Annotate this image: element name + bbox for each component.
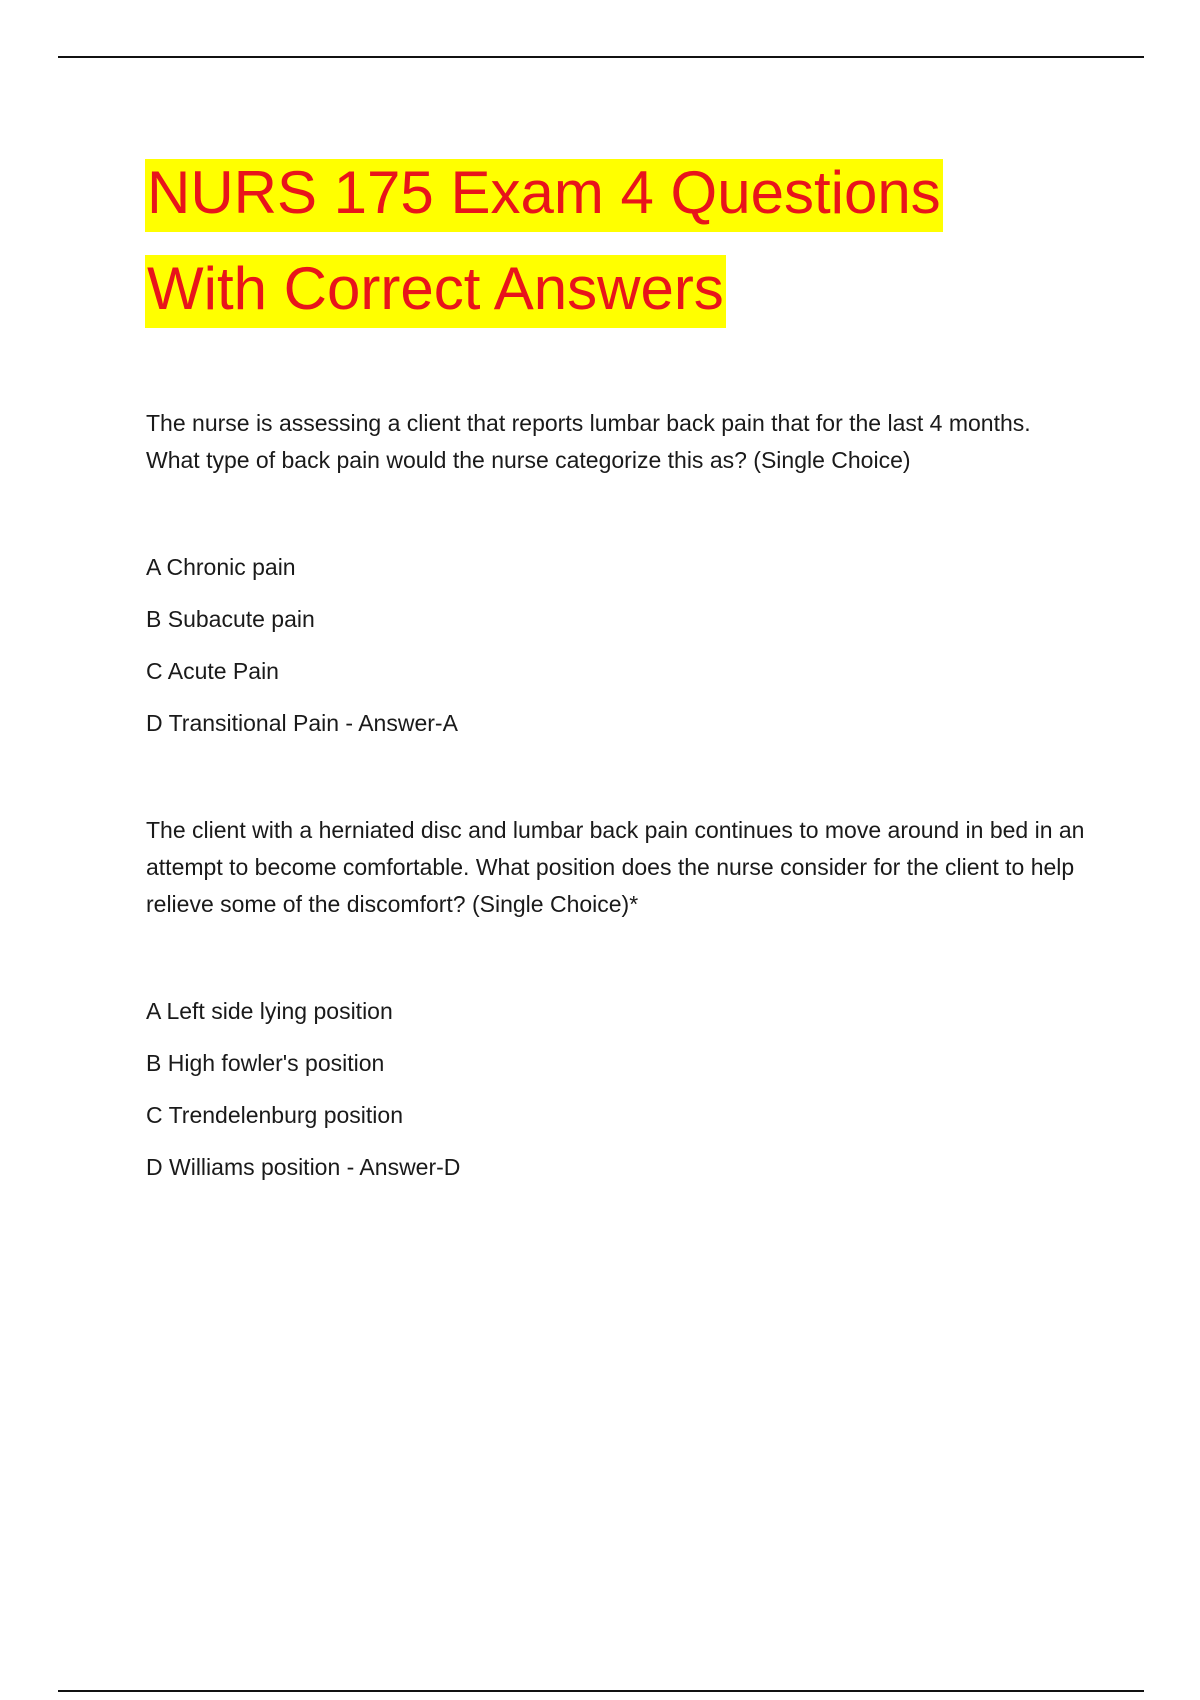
question-2-text: The client with a herniated disc and lumbar back pain continues to move around in bed in an attempt to become comfortable. What position does the nurse consider for the client to help relieve some of the discomfort? (Single Choice)* <box>146 817 1085 917</box>
document-body <box>146 405 1086 1193</box>
question-1-option-b: B Subacute pain <box>146 606 315 632</box>
question-1-option-a: A Chronic pain <box>146 554 296 580</box>
question-2-option-d: D Williams position - Answer-D <box>146 1154 461 1180</box>
title-line-1: NURS 175 Exam 4 Questions <box>145 159 943 232</box>
document-title <box>145 145 943 337</box>
question-2-options <box>146 985 1086 1193</box>
title-line-2: With Correct Answers <box>145 255 726 328</box>
question-2-option-b: B High fowler's position <box>146 1050 385 1076</box>
question-1-options <box>146 541 1086 749</box>
footer-rule <box>58 1690 1144 1692</box>
header-rule <box>58 56 1144 58</box>
question-1-option-d: D Transitional Pain - Answer-A <box>146 710 458 736</box>
question-1-text: The nurse is assessing a client that reports lumbar back pain that for the last 4 months. What type of back pain would the nurse categorize this as? (Single Choice) <box>146 410 1031 473</box>
question-2-option-c: C Trendelenburg position <box>146 1102 403 1128</box>
question-2-option-a: A Left side lying position <box>146 998 393 1024</box>
question-1-option-c: C Acute Pain <box>146 658 279 684</box>
